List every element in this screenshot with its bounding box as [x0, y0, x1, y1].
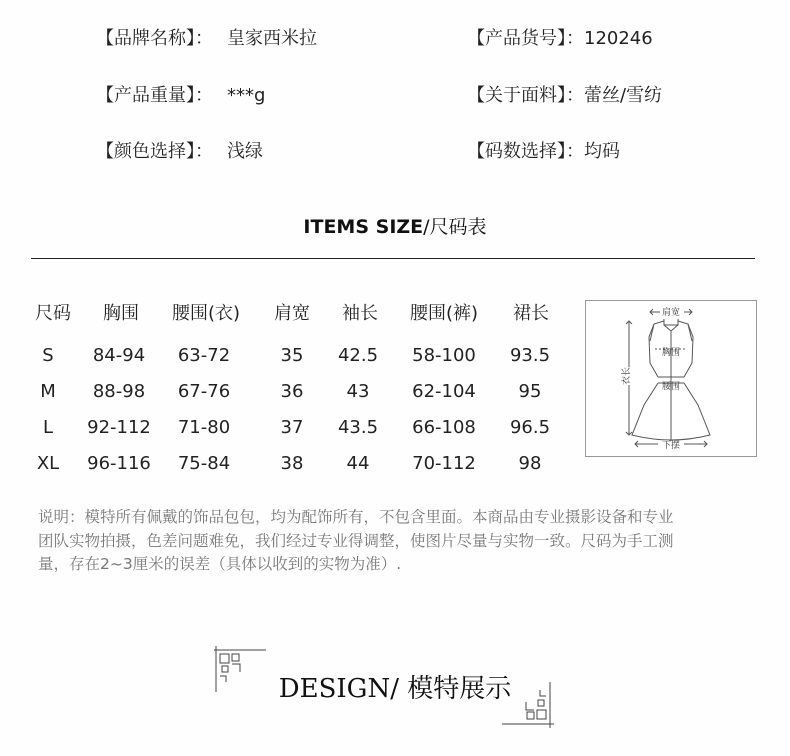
size-table-header: 腰围(裤) [409, 303, 479, 324]
diagram-label-chest: 胸围 [661, 348, 681, 358]
size-table-cell: 36 [280, 381, 304, 402]
size-chart-title [0, 212, 790, 239]
size-table-cell: 93.5 [509, 345, 551, 366]
size-table-cell: 95 [518, 381, 542, 402]
attr-color-key: 【颜色选择】： [96, 141, 213, 162]
attr-size [467, 137, 620, 163]
size-table-cell: 63-72 [177, 345, 231, 366]
size-note [38, 506, 753, 577]
size-table-cell: 96.5 [509, 417, 551, 438]
attr-weight-key: 【产品重量】： [96, 85, 213, 106]
attr-color-value: 浅绿 [227, 141, 263, 162]
size-table-cell: 35 [280, 345, 304, 366]
attr-color [96, 137, 263, 163]
size-table-cell: 84-94 [92, 345, 146, 366]
measurement-diagram [585, 300, 757, 457]
size-note-line: 量，存在2~3厘米的误差（具体以收到的实物为准）. [38, 555, 402, 573]
size-table-cell: XL [36, 453, 60, 474]
attr-item-number-value: 120246 [584, 28, 653, 49]
size-table-cell: 44 [346, 453, 370, 474]
attr-weight-value: ***g [227, 85, 266, 106]
diagram-label-length: 衣长 [622, 366, 632, 386]
size-table-header: 袖长 [342, 303, 378, 324]
size-chart-title-zh: /尺码表 [423, 216, 487, 238]
attr-item-number-key: 【产品货号】： [467, 28, 584, 49]
size-table-cell: 43 [346, 381, 370, 402]
size-table-cell: 67-76 [177, 381, 231, 402]
diagram-label-shoulder: 肩宽 [661, 308, 681, 318]
size-table-cell: 38 [280, 453, 304, 474]
size-table-header: 肩宽 [274, 303, 310, 324]
size-table-cell: 96-116 [87, 453, 151, 474]
attr-size-value: 均码 [584, 141, 620, 162]
size-table-cell: 98 [518, 453, 542, 474]
size-table-cell: 37 [280, 417, 304, 438]
size-table-cell: M [40, 381, 56, 402]
size-table-cell: 58-100 [412, 345, 476, 366]
size-table-cell: 92-112 [87, 417, 151, 438]
size-table-header: 腰围(衣) [171, 303, 241, 324]
size-table-cell: L [42, 417, 54, 438]
attr-brand-key: 【品牌名称】： [96, 28, 213, 49]
size-table-cell: 70-112 [412, 453, 476, 474]
diagram-label-hem: 下摆 [661, 441, 681, 451]
size-table-cell: 75-84 [177, 453, 231, 474]
size-table-cell: S [42, 345, 54, 366]
size-table-header: 胸围 [103, 303, 139, 324]
size-table-cell: 43.5 [337, 417, 379, 438]
attr-fabric-key: 【关于面料】： [467, 85, 584, 106]
design-section-title: DESIGN/ 模特展示 [278, 674, 512, 704]
attr-brand [96, 24, 317, 50]
attr-size-key: 【码数选择】： [467, 141, 584, 162]
diagram-label-waist: 腰围 [661, 382, 681, 392]
attr-brand-value: 皇家西米拉 [227, 28, 317, 49]
size-table-cell: 88-98 [92, 381, 146, 402]
size-note-line: 团队实物拍摄，色差问题难免，我们经过专业得调整，使图片尽量与实物一致。尺码为手工测 [38, 531, 674, 550]
size-table-header: 裙长 [513, 303, 549, 324]
size-table-cell: 42.5 [337, 345, 379, 366]
dress-outline-icon [586, 301, 756, 456]
size-note-line: 说明：模特所有佩戴的饰品包包，均为配饰所有，不包含里面。本商品由专业摄影设备和专业 [38, 508, 674, 526]
attr-item-number [467, 24, 653, 50]
size-table-cell: 66-108 [412, 417, 476, 438]
attr-fabric [467, 81, 662, 107]
size-table-cell: 71-80 [177, 417, 231, 438]
size-chart-title-en: ITEMS SIZE [303, 216, 424, 238]
attr-fabric-value: 蕾丝/雪纺 [584, 85, 663, 106]
attr-weight [96, 81, 265, 107]
divider-line [31, 258, 755, 259]
size-table-cell: 62-104 [412, 381, 476, 402]
size-table-header: 尺码 [35, 303, 71, 324]
